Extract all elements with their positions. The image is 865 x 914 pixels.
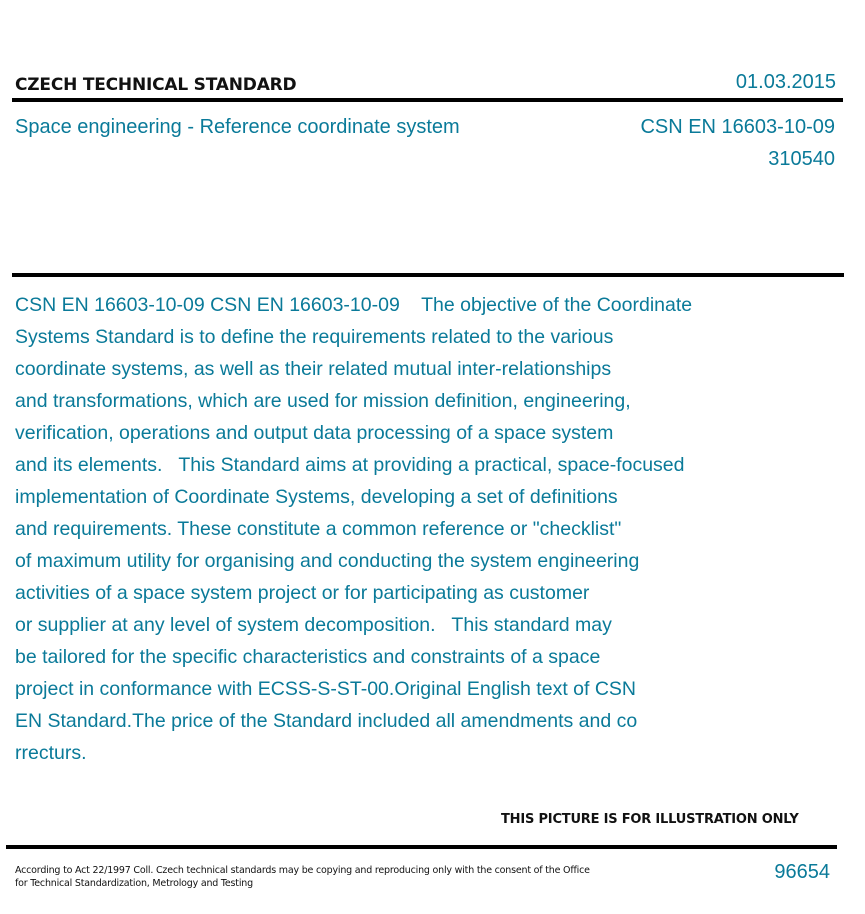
- standard-code: CSN EN 16603-10-09: [640, 116, 835, 138]
- standard-subject: Space engineering - Reference coordinate system: [15, 116, 460, 138]
- description-line: EN Standard.The price of the Standard included all amendments and co: [15, 710, 638, 732]
- standard-number: 310540: [768, 148, 835, 170]
- description-line: and its elements. This Standard aims at providing a practical, space-focused: [15, 454, 685, 476]
- description-line: rrecturs.: [15, 742, 87, 764]
- description-line: CSN EN 16603-10-09 CSN EN 16603-10-09 The objective of the Coordinate: [15, 294, 693, 316]
- header-divider: [12, 98, 843, 102]
- section-divider: [12, 273, 844, 277]
- description-line: implementation of Coordinate Systems, developing a set of definitions: [15, 486, 618, 508]
- legal-notice-line: According to Act 22/1997 Coll. Czech technical standards may be copying and reproducing only with the consent of the Office: [15, 865, 590, 876]
- legal-notice-line: for Technical Standardization, Metrology and Testing: [15, 878, 253, 889]
- description-line: and transformations, which are used for mission definition, engineering,: [15, 390, 631, 412]
- standard-description: [15, 289, 775, 769]
- description-line: Systems Standard is to define the requirements related to the various: [15, 326, 614, 348]
- document-id: 96654: [774, 861, 830, 883]
- description-line: project in conformance with ECSS-S-ST-00.Original English text of CSN: [15, 678, 637, 700]
- legal-notice: [15, 864, 590, 890]
- description-line: of maximum utility for organising and conducting the system engineering: [15, 550, 640, 572]
- description-line: coordinate systems, as well as their related mutual inter-relationships: [15, 358, 612, 380]
- description-line: verification, operations and output data processing of a space system: [15, 422, 614, 444]
- footer-divider: [6, 845, 837, 849]
- description-line: and requirements. These constitute a common reference or "checklist": [15, 518, 622, 540]
- illustration-note: THIS PICTURE IS FOR ILLUSTRATION ONLY: [501, 812, 799, 827]
- description-line: or supplier at any level of system decomposition. This standard may: [15, 614, 612, 636]
- description-line: be tailored for the specific characteristics and constraints of a space: [15, 646, 601, 668]
- publication-date: 01.03.2015: [735, 71, 836, 93]
- document-header-title: CZECH TECHNICAL STANDARD: [15, 75, 297, 95]
- description-line: activities of a space system project or for participating as customer: [15, 582, 590, 604]
